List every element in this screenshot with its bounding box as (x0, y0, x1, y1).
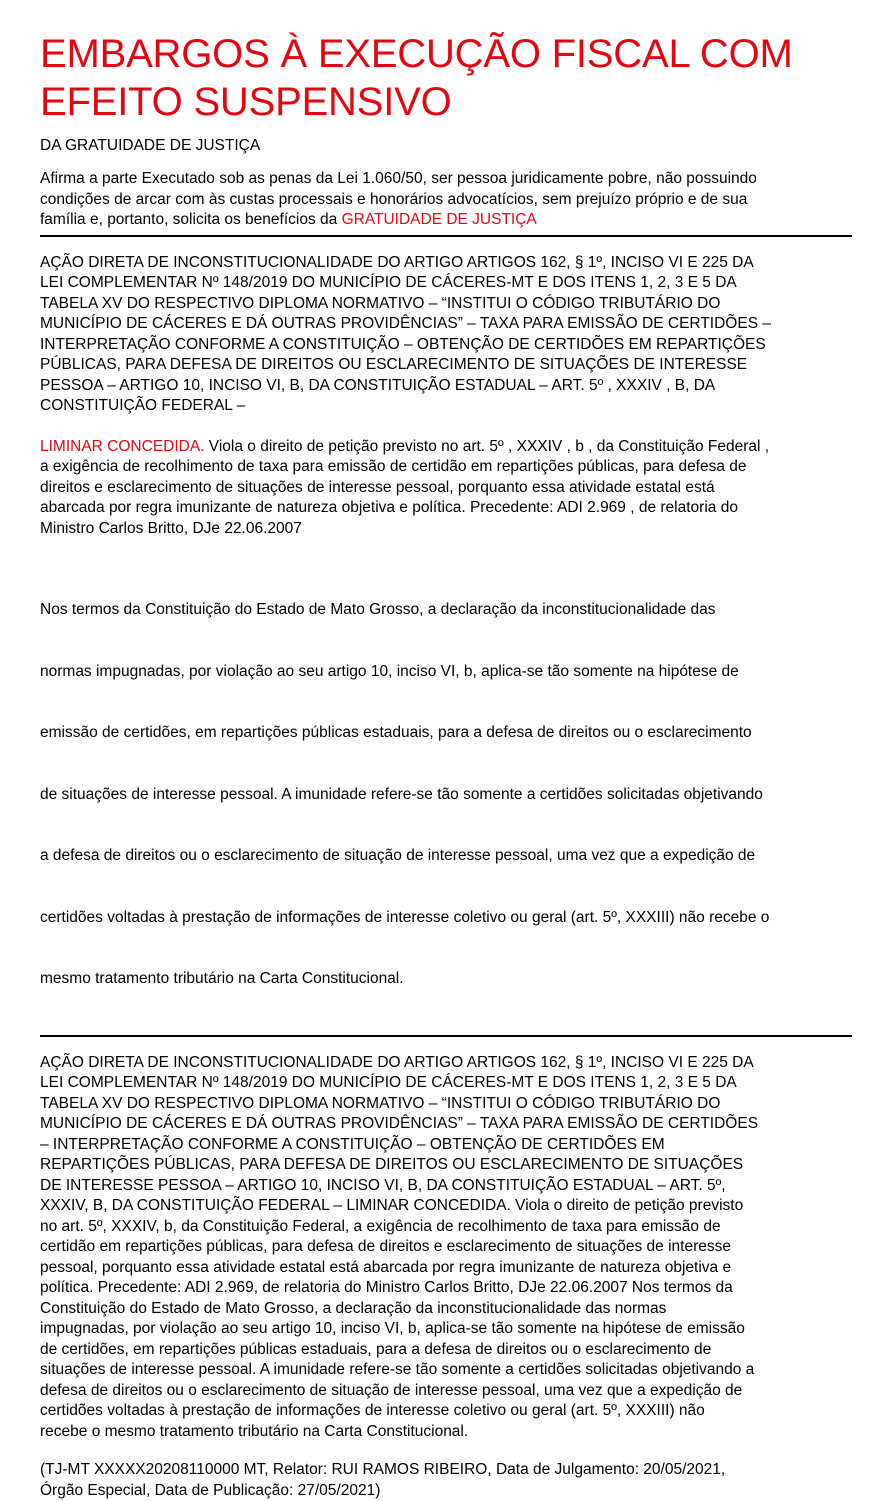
document-page (40, 30, 852, 1501)
section-heading-gratuidade: DA GRATUIDADE DE JUSTIÇA (40, 136, 852, 156)
title-line: EMBARGOS À EXECUÇÃO FISCAL COM (40, 30, 852, 78)
text-line: INTERPRETAÇÃO CONFORME A CONSTITUIÇÃO – OBTENÇÃO DE CERTIDÕES EM REPARTIÇÕES (40, 335, 852, 356)
text-line: política. Precedente: ADI 2.969, de relatoria do Ministro Carlos Britto, DJe 22.06.2007 Nos termos da (40, 1278, 852, 1299)
text-line: (TJ-MT XXXXX20208110000 MT, Relator: RUI RAMOS RIBEIRO, Data de Julgamento: 20/05/2021, (40, 1460, 852, 1481)
text-line (40, 437, 852, 458)
text-line: a exigência de recolhimento de taxa para emissão de certidão em repartições públicas, para defesa de (40, 457, 852, 478)
text-line: PESSOA – ARTIGO 10, INCISO VI, B, DA CONSTITUIÇÃO ESTADUAL – ART. 5º , XXXIV , B, DA (40, 376, 852, 397)
court-citation (40, 1460, 852, 1501)
text-line (40, 210, 852, 231)
liminar-paragraph (40, 437, 852, 540)
liminar-highlight: LIMINAR CONCEDIDA. (40, 438, 205, 455)
text-line: direitos e esclarecimento de situações de interesse pessoal, porquanto essa atividade estatal está (40, 478, 852, 499)
text-line: AÇÃO DIRETA DE INCONSTITUCIONALIDADE DO ARTIGO ARTIGOS 162, § 1º, INCISO VI E 225 DA (40, 253, 852, 274)
gratuidade-highlight: GRATUIDADE DE JUSTIÇA (342, 211, 537, 228)
text-line: pessoal, porquanto essa atividade estatal está abarcada por regra imunizante de natureza objetiva e (40, 1258, 852, 1279)
text-line: MUNICÍPIO DE CÁCERES E DÁ OUTRAS PROVIDÊNCIAS” – TAXA PARA EMISSÃO DE CERTIDÕES (40, 1114, 852, 1135)
text-line: PÚBLICAS, PARA DEFESA DE DIREITOS OU ESCLARECIMENTO DE SITUAÇÕES DE INTERESSE (40, 355, 852, 376)
text-line: Constituição do Estado de Mato Grosso, a declaração da inconstitucionalidade das normas (40, 1299, 852, 1320)
text-line: emissão de certidões, em repartições públicas estaduais, para a defesa de direitos ou o esclarecimento (40, 723, 852, 744)
document-title (40, 30, 852, 126)
text-line: REPARTIÇÕES PÚBLICAS, PARA DEFESA DE DIREITOS OU ESCLARECIMENTO DE SITUAÇÕES (40, 1155, 852, 1176)
text-line: CONSTITUIÇÃO FEDERAL – (40, 396, 852, 417)
text-line: Afirma a parte Executado sob as penas da Lei 1.060/50, ser pessoa juridicamente pobre, não possuindo (40, 169, 852, 190)
text-line: defesa de direitos ou o esclarecimento de situação de interesse pessoal, uma vez que a expedição de (40, 1381, 852, 1402)
text-line: LEI COMPLEMENTAR Nº 148/2019 DO MUNICÍPIO DE CÁCERES-MT E DOS ITENS 1, 2, 3 E 5 DA (40, 1073, 852, 1094)
text-line: de situações de interesse pessoal. A imunidade refere-se tão somente a certidões solicitadas objetivando (40, 785, 852, 806)
ementa-paragraph-2 (40, 1053, 852, 1443)
gratuidade-paragraph (40, 169, 852, 231)
ementa-paragraph-1 (40, 253, 852, 417)
horizontal-rule (40, 1035, 852, 1037)
text-line: – INTERPRETAÇÃO CONFORME A CONSTITUIÇÃO – OBTENÇÃO DE CERTIDÕES EM (40, 1135, 852, 1156)
text-line: mesmo tratamento tributário na Carta Constitucional. (40, 969, 852, 990)
text-line: abarcada por regra imunizante de natureza objetiva e política. Precedente: ADI 2.969 , de relatoria do (40, 498, 852, 519)
text-line: impugnadas, por violação ao seu artigo 10, inciso VI, b, aplica-se tão somente na hipótese de emissão (40, 1319, 852, 1340)
text-line: MUNICÍPIO DE CÁCERES E DÁ OUTRAS PROVIDÊNCIAS” – TAXA PARA EMISSÃO DE CERTIDÕES – (40, 314, 852, 335)
text-line: recebe o mesmo tratamento tributário na Carta Constitucional. (40, 1422, 852, 1443)
title-line: EFEITO SUSPENSIVO (40, 78, 852, 126)
text-line: DE INTERESSE PESSOA – ARTIGO 10, INCISO VI, B, DA CONSTITUIÇÃO ESTADUAL – ART. 5º, (40, 1176, 852, 1197)
text-line: de certidões, em repartições públicas estaduais, para a defesa de direitos ou o esclarecimento de (40, 1340, 852, 1361)
text-line: AÇÃO DIRETA DE INCONSTITUCIONALIDADE DO ARTIGO ARTIGOS 162, § 1º, INCISO VI E 225 DA (40, 1053, 852, 1074)
horizontal-rule (40, 235, 852, 237)
text-line: Órgão Especial, Data de Publicação: 27/05/2021) (40, 1481, 852, 1501)
text-line: no art. 5º, XXXIV, b, da Constituição Federal, a exigência de recolhimento de taxa para emissão de (40, 1217, 852, 1238)
text-run: família e, portanto, solicita os benefícios da (40, 211, 342, 228)
text-line: condições de arcar com às custas processais e honorários advocatícios, sem prejuízo próprio e de sua (40, 190, 852, 211)
text-line: certidões voltadas à prestação de informações de interesse coletivo ou geral (art. 5º, XXXIII) não (40, 1401, 852, 1422)
text-line: normas impugnadas, por violação ao seu artigo 10, inciso VI, b, aplica-se tão somente na hipótese de (40, 662, 852, 683)
text-line: TABELA XV DO RESPECTIVO DIPLOMA NORMATIVO – “INSTITUI O CÓDIGO TRIBUTÁRIO DO (40, 1094, 852, 1115)
text-run: Viola o direito de petição previsto no art. 5º , XXXIV , b , da Constituição Federal , (205, 438, 770, 455)
text-line: TABELA XV DO RESPECTIVO DIPLOMA NORMATIVO – “INSTITUI O CÓDIGO TRIBUTÁRIO DO (40, 294, 852, 315)
text-line: a defesa de direitos ou o esclarecimento de situação de interesse pessoal, uma vez que a expedição de (40, 846, 852, 867)
text-line: LEI COMPLEMENTAR Nº 148/2019 DO MUNICÍPIO DE CÁCERES-MT E DOS ITENS 1, 2, 3 E 5 DA (40, 273, 852, 294)
text-line: Nos termos da Constituição do Estado de Mato Grosso, a declaração da inconstitucionalidade das (40, 600, 852, 621)
termos-paragraph (40, 559, 852, 1031)
text-line: Ministro Carlos Britto, DJe 22.06.2007 (40, 519, 852, 540)
text-line: XXXIV, B, DA CONSTITUIÇÃO FEDERAL – LIMINAR CONCEDIDA. Viola o direito de petição previsto (40, 1196, 852, 1217)
text-line: situações de interesse pessoal. A imunidade refere-se tão somente a certidões solicitadas objetivando a (40, 1360, 852, 1381)
text-line: certidão em repartições públicas, para defesa de direitos e esclarecimento de situações de interesse (40, 1237, 852, 1258)
text-line: certidões voltadas à prestação de informações de interesse coletivo ou geral (art. 5º, XXXIII) não recebe o (40, 908, 852, 929)
